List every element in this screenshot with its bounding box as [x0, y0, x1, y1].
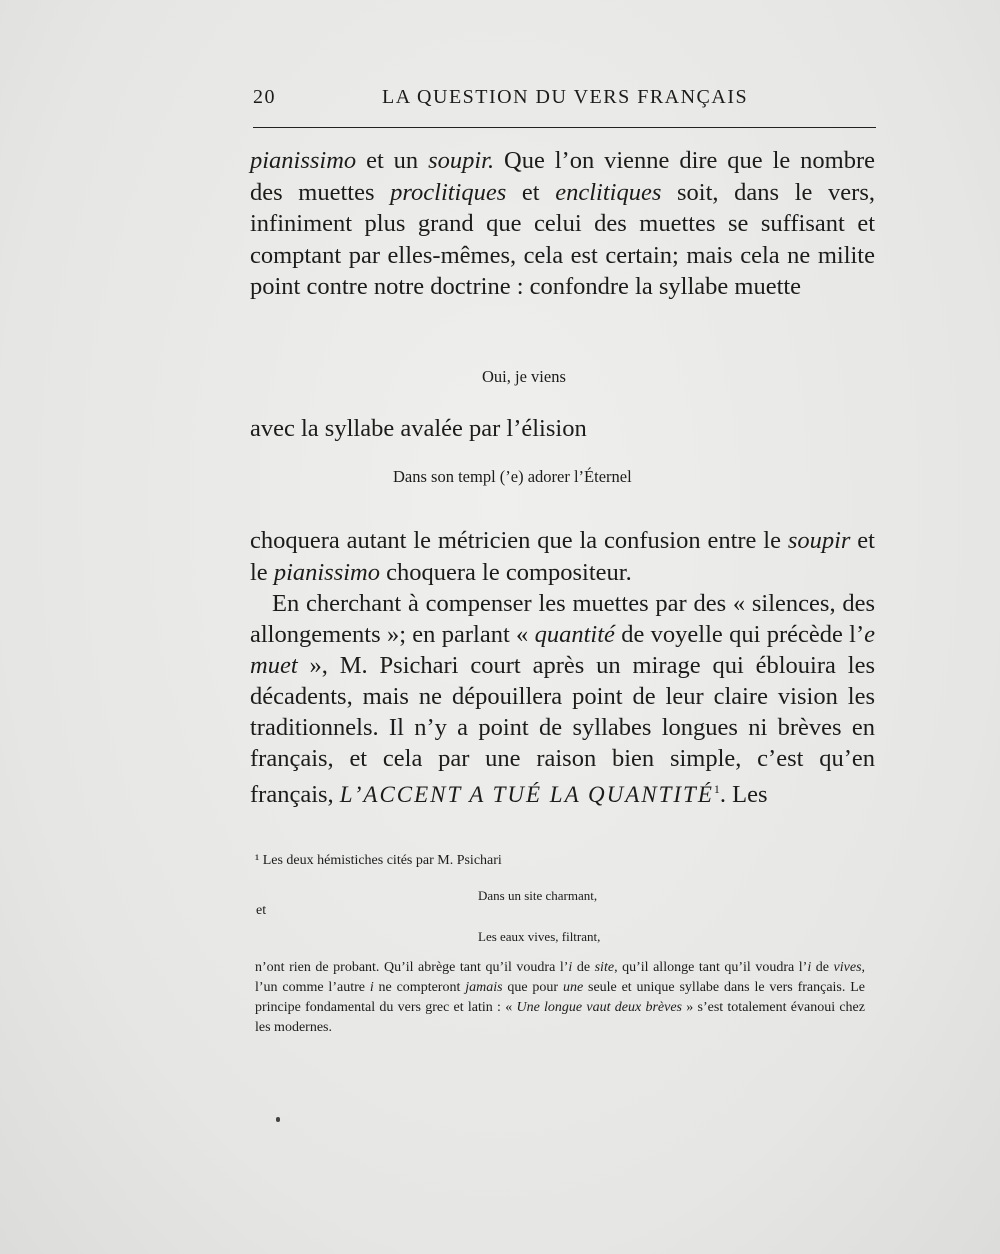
paragraph-1-run: soupir.: [428, 147, 495, 174]
footnote-run: que pour: [502, 980, 563, 995]
paragraph-4-run: de voyelle qui précède l’: [614, 621, 865, 648]
footnote-run: , qu’il allonge tant qu’il voudra l’: [614, 960, 808, 975]
page-speck: [276, 1117, 280, 1122]
paragraph-1-run: proclitiques: [390, 178, 507, 206]
footnote-run: de: [811, 960, 834, 975]
paragraph-4-run: En cherchant à compenser les muettes par des « silences, des allongements »; en parlant «: [250, 590, 875, 648]
paragraph-4-run: L’ACCENT A TUÉ LA QUANTITÉ: [339, 782, 714, 808]
paragraph-3: [250, 525, 875, 588]
footnote-run: seule et unique syllabe dans le vers français. Le principe fondamental du vers grec et latin : «: [255, 980, 865, 1015]
paragraph-3-run: et le: [250, 527, 875, 586]
paragraph-3-run: soupir: [787, 527, 851, 554]
page-header: [253, 86, 875, 116]
footnote-intro: ¹ Les deux hémistiches cités par M. Psichari: [255, 853, 502, 868]
footnote-run: de: [572, 960, 595, 975]
footnote-run: i: [807, 960, 812, 975]
header-rule: [253, 127, 876, 128]
paragraph-4-run: », M. Psichari court après un mirage qui éblouira les décadents, mais ne dépouillera point de leur claire vision les traditionnels. Il n’y a point de syllabes longues ni brèves en français, et cela par une raison bien simple, c’est qu’en français,: [250, 652, 875, 809]
paragraph-2: avec la syllabe avalée par l’élision: [250, 415, 587, 442]
paragraph-1: [250, 145, 875, 303]
footnote-run: i: [369, 980, 374, 995]
verse-quote-1: Oui, je viens: [482, 367, 566, 386]
footnote-verse-a: Dans un site charmant,: [478, 888, 598, 903]
paragraph-1-run: et un: [356, 147, 429, 174]
footnote-run: Une longue vaut deux brèves: [516, 1000, 682, 1015]
paragraph-1-run: Que l’on vienne dire que le nombre des muettes: [250, 147, 875, 206]
footnote-run: ne compteront: [373, 980, 466, 995]
footnote-run: i: [568, 960, 573, 975]
footnote-run: » s’est totalement évanoui chez les modernes.: [255, 1000, 865, 1035]
footnote-run: site: [594, 960, 615, 975]
footnote-run: jamais: [465, 980, 503, 995]
paragraph-3-run: choquera le compositeur.: [380, 558, 632, 586]
paragraph-4-run: 1: [713, 782, 720, 796]
footnote-run: une: [562, 980, 584, 995]
footnote-run: n’ont rien de probant. Qu’il abrège tant qu’il voudra l’: [255, 960, 569, 975]
footnote-run: , l’un comme l’autre: [255, 960, 866, 995]
footnote-verse-b: Les eaux vives, filtrant,: [478, 929, 601, 944]
page-number: 20: [253, 86, 276, 108]
paragraph-3-run: choquera autant le métricien que la confusion entre le: [250, 527, 788, 554]
paragraph-4: [250, 588, 875, 810]
paragraph-4-run: quantité: [534, 621, 615, 648]
footnote-et: et: [256, 903, 267, 918]
paragraph-1-run: enclitiques: [555, 178, 662, 206]
footnote-run: vives: [833, 960, 862, 975]
paragraph-1-run: pianissimo: [250, 147, 357, 174]
paragraph-3-run: pianissimo: [273, 558, 380, 586]
verse-quote-2: Dans son templ (’e) adorer l’Éternel: [393, 467, 632, 486]
paragraph-4-run: e muet: [250, 621, 875, 679]
paragraph-1-run: soit, dans le vers, infiniment plus grand que celui des muettes se suffisant et comptant par elles-mêmes, cela est certain; mais cela ne milite point contre notre doctrine : confondre la syllabe muette: [250, 178, 875, 300]
paragraph-1-run: et: [506, 178, 556, 206]
paragraph-4-run: . Les: [719, 781, 768, 809]
footnote-text: [255, 958, 865, 1038]
running-title: LA QUESTION DU VERS FRANÇAIS: [382, 86, 749, 108]
